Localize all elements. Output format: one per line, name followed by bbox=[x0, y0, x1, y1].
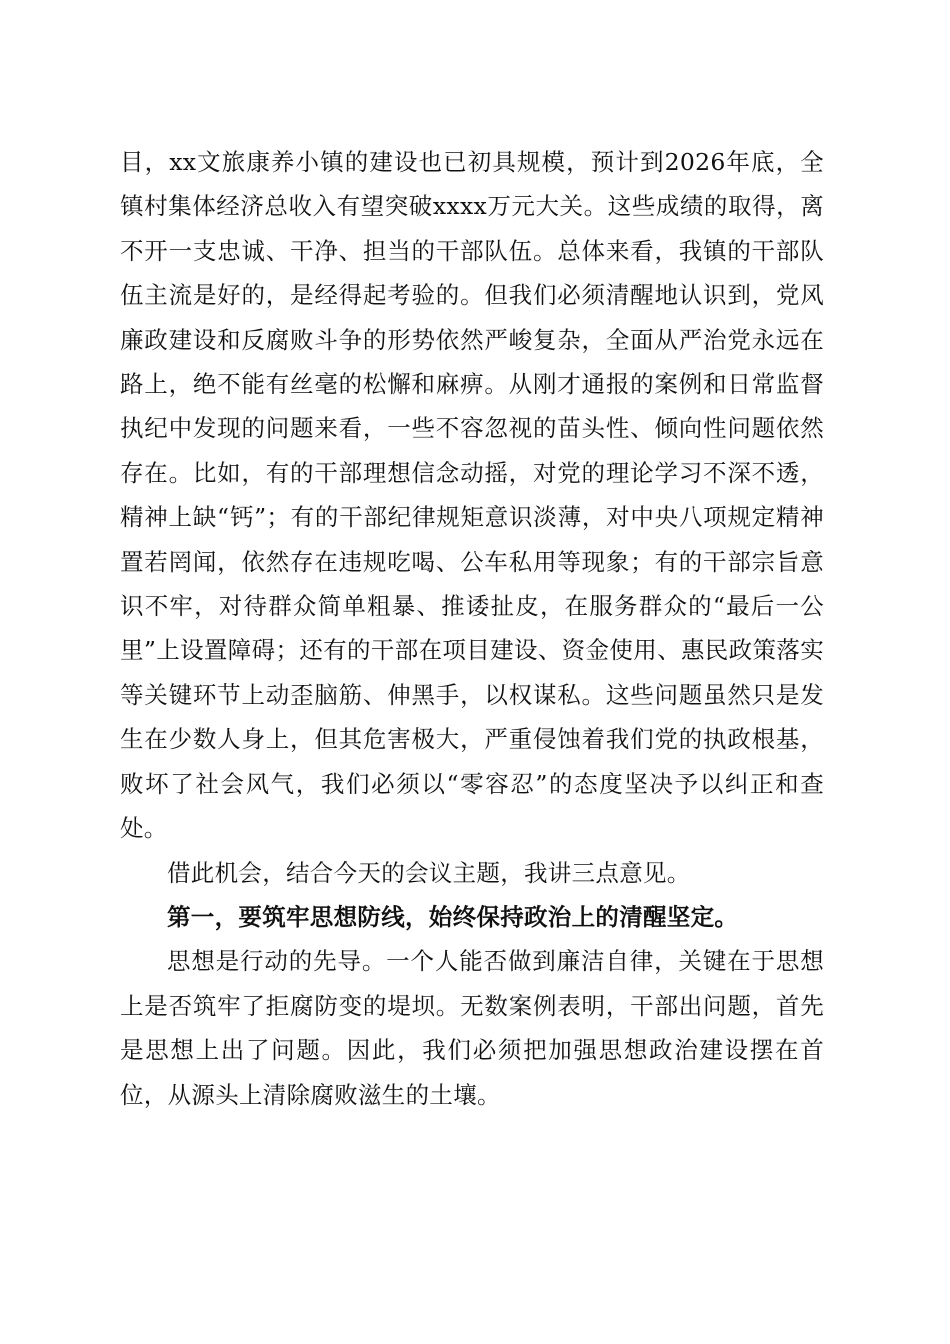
body-paragraph-continued: 目，xx文旅康养小镇的建设也已初具规模，预计到2026年底，全镇村集体经济总收入有望突破xxxx万元大关。这些成绩的取得，离不开一支忠诚、干净、担当的干部队伍。总体来看，我镇的干部队伍主流是好的，是经得起考验的。但我们必须清醒地认识到，党风廉政建设和反腐败斗争的形势依然严峻复杂，全面从严治党永远在路上，绝不能有丝毫的松懈和麻痹。从刚才通报的案例和日常监督执纪中发现的问题来看，一些不容忽视的苗头性、倾向性问题依然存在。比如，有的干部理想信念动摇，对党的理论学习不深不透，精神上缺“钙”；有的干部纪律规矩意识淡薄，对中央八项规定精神置若罔闻，依然存在违规吃喝、公车私用等现象；有的干部宗旨意识不牢，对待群众简单粗暴、推诿扯皮，在服务群众的“最后一公里”上设置障碍；还有的干部在项目建设、资金使用、惠民政策落实等关键环节上动歪脑筋、伸黑手，以权谋私。这些问题虽然只是发生在少数人身上，但其危害极大，严重侵蚀着我们党的执政根基，败坏了社会风气，我们必须以“零容忍”的态度坚决予以纠正和查处。 bbox=[120, 148, 824, 843]
document-body bbox=[120, 140, 824, 1117]
section-heading-first-point: 第一，要筑牢思想防线，始终保持政治上的清醒坚定。 bbox=[167, 902, 739, 931]
body-paragraph-first-point: 思想是行动的先导。一个人能否做到廉洁自律，关键在于思想上是否筑牢了拒腐防变的堤坝。无数案例表明，干部出问题，首先是思想上出了问题。因此，我们必须把加强思想政治建设摆在首位，从源头上清除腐败滋生的土壤。 bbox=[120, 947, 824, 1109]
body-paragraph-intro-points: 借此机会，结合今天的会议主题，我讲三点意见。 bbox=[167, 858, 691, 887]
